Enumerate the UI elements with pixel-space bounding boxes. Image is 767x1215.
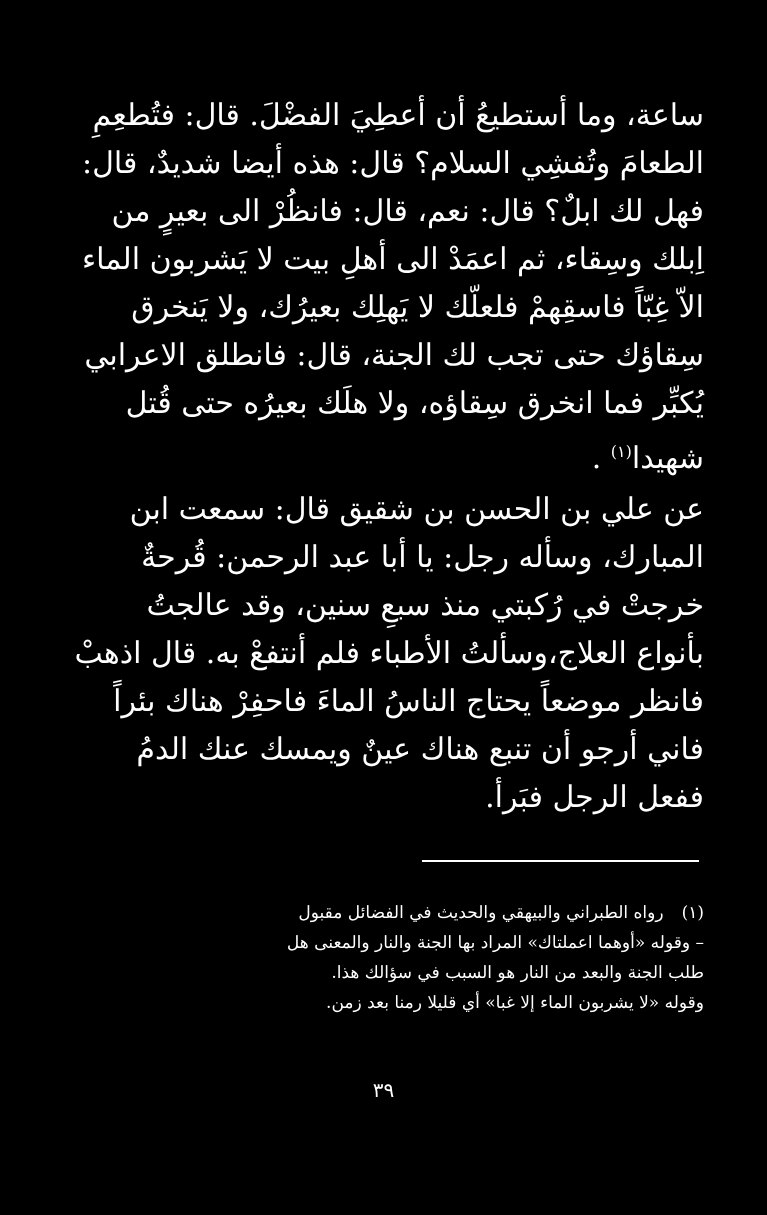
footnotes-section [130,898,704,1018]
text-line: الاّ غِبّاً فاسقِهمْ فلعلّك لا يَهلِك بعيرُك، ولا يَنخرق [131,290,704,325]
text-line: بأنواع العلاج،وسألتُ الأطباء فلم أنتفعْ به. قال اذهبْ [74,636,704,671]
text-line: عن علي بن الحسن بن شقيق قال: سمعت ابن [129,492,704,527]
text-line: ساعة، وما أستطيعُ أن أعطِيَ الفضْلَ. قال: فتُطعِمِ [92,98,704,133]
text-line: ففعل الرجل فبَرأ. [485,780,704,815]
text-line: الطعامَ وتُفشِي السلام؟ قال: هذه أيضا شديدٌ، قال: [81,146,704,181]
sentence-period: . [591,441,602,476]
footnote-line: وقوله «لا يشربون الماء إلا غبا» أي قليلا رمنا بعد زمن. [326,993,704,1013]
paragraph-ibn-mubarak [74,486,704,822]
text-line: المبارك، وسأله رجل: يا أبا عبد الرحمن: قُرحةٌ [141,540,704,575]
footnote-reference-marker: (١) [610,442,632,461]
text-line: سِقاؤك حتى تجب لك الجنة، قال: فانطلق الاعرابي [84,338,704,373]
footnote-line: – وقوله «أوهما اعملتاك» المراد بها الجنة والنار والمعنى هل [286,933,704,953]
text-line: خرجتْ في رُكبتي منذ سبعِ سنين، وقد عالجتُ [146,588,704,623]
paragraph-hadith-bedouin [81,92,704,476]
text-line-word: شهيدا [631,441,704,476]
footnote-line [130,898,704,928]
text-line: يُكبِّر فما انخرق سِقاؤه، ولا هلَك بعيرُه حتى قُتل [125,386,704,421]
footnote-text: رواه الطبراني والبيهقي والحديث في الفضائل مقبول [298,903,664,923]
footnote-separator-rule [422,860,699,862]
text-line: فاني أرجو أن تنبع هناك عينٌ ويمسك عنك الدمُ [136,732,704,767]
text-line-last [112,428,704,476]
text-line: فهل لك ابلٌ؟ قال: نعم، قال: فانظُرْ الى بعيرٍ من [111,194,704,229]
footnote-line: طلب الجنة والبعد من النار هو السبب في سؤالك هذا. [331,963,704,983]
text-line: اِبلك وسِقاء، ثم اعمَدْ الى أهلِ بيت لا يَشربون الماء [81,242,704,277]
text-line: فانظر موضعاً يحتاج الناسُ الماءَ فاحفِرْ هناك بئراً [113,684,704,719]
page-number: ٣٩ [372,1078,395,1102]
footnote-number: (١) [681,903,704,923]
